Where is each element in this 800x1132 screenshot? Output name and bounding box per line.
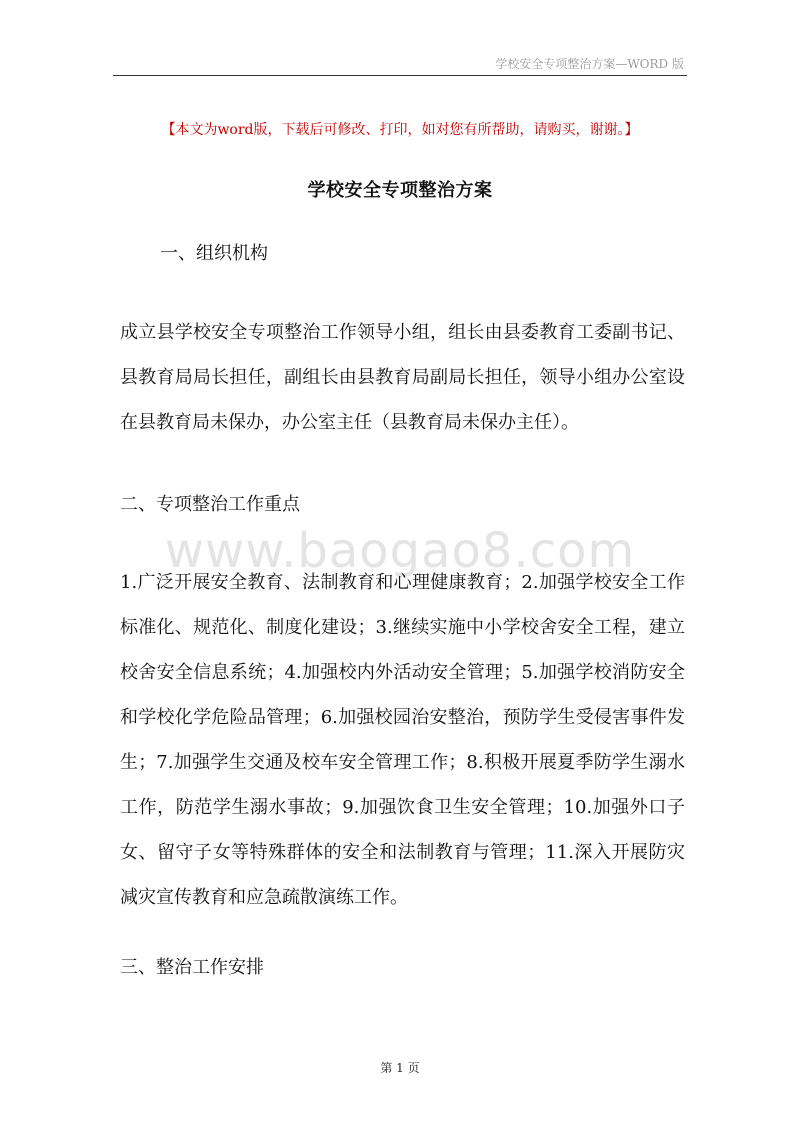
header-divider xyxy=(113,75,687,76)
purchase-notice: 【本文为word版，下载后可修改、打印，如对您有所帮助，请购买，谢谢。】 xyxy=(161,122,639,138)
section-heading-key-points: 二、专项整治工作重点 xyxy=(120,494,300,515)
page-number: 第 1 页 xyxy=(380,1061,420,1075)
section-heading-arrangement: 三、整治工作安排 xyxy=(120,957,264,978)
section-heading-organization: 一、组织机构 xyxy=(160,243,268,264)
running-header: 学校安全专项整治方案—WORD 版 xyxy=(495,57,684,71)
section-body-organization: 成立县学校安全专项整治工作领导小组，组长由县委教育工委副书记、县教育局局长担任，副组长由县教育局副局长担任，领导小组办公室设在县教育局未保办，办公室主任（县教育局未保办主任）。 xyxy=(120,322,685,433)
document-title: 学校安全专项整治方案 xyxy=(307,180,493,201)
section-body-key-points: 1.广泛开展安全教育、法制教育和心理健康教育；2.加强学校安全工作标准化、规范化、制度化建设；3.继续实施中小学校舍安全工程，建立校舍安全信息系统；4.加强校内外活动安全管理；5.加强学校消防安全和学校化学危险品管理；6.加强校园治安整治，预防学生受侵害事件发生；7.加强学生交通及校车安全管理工作；8.积极开展夏季防学生溺水工作，防范学生溺水事故；9.加强饮食卫生安全管理；10.加强外口子女、留守子女等特殊群体的安全和法制教育与管理；11.深入开展防灾减灾宣传教育和应急疏散演练工作。 xyxy=(120,572,685,908)
watermark: www.baogao8.com xyxy=(164,523,636,579)
